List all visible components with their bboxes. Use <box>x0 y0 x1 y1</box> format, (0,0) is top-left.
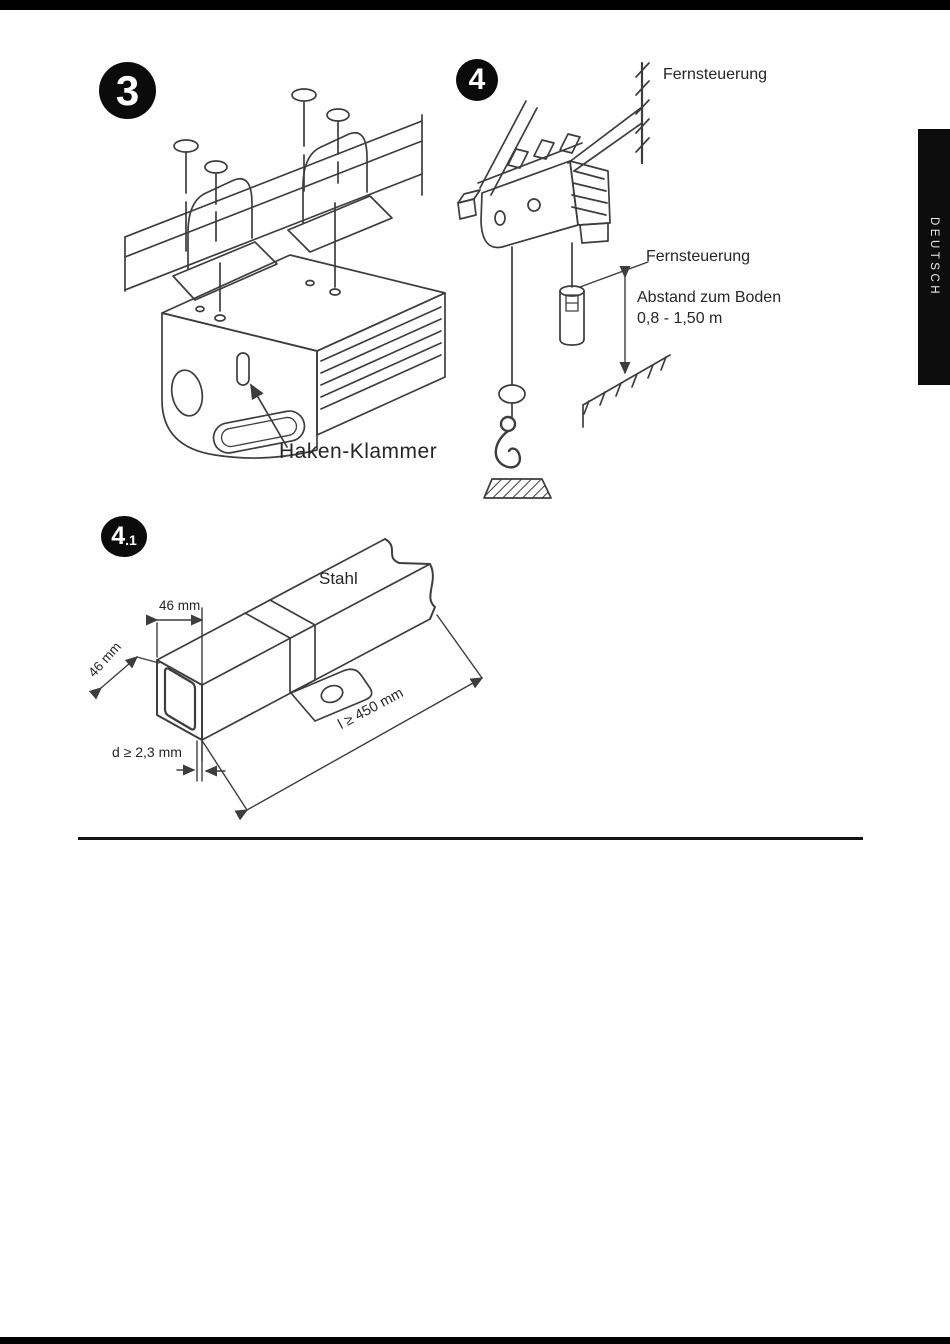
clamp-left <box>188 179 252 269</box>
remote-pendant <box>560 243 584 345</box>
hoist-body-small <box>458 134 610 247</box>
mounting-collar <box>245 600 315 693</box>
wall-hatching <box>636 63 649 163</box>
length-dimension <box>203 615 482 810</box>
mounting-screws <box>174 89 349 311</box>
ground-hatching <box>583 355 670 427</box>
figure-4-badge: 4 <box>456 59 498 101</box>
wall-thickness-dimension <box>177 741 225 781</box>
tube-break-line <box>385 539 435 619</box>
remote-cable <box>568 107 642 163</box>
page-top-bar <box>0 0 950 10</box>
page-bottom-bar <box>0 1337 950 1344</box>
figure-41-illustration <box>85 505 495 840</box>
wall-thickness-label: d ≥ 2,3 mm <box>112 744 182 760</box>
length-dimension-label: l ≥ 450 mm <box>335 685 407 733</box>
ground-distance-label: Abstand zum Boden <box>637 289 782 306</box>
figure-3-illustration <box>85 55 465 505</box>
content-separator <box>78 837 863 840</box>
figure-41-badge: 4 .1 <box>101 516 147 557</box>
figure-4-illustration <box>450 55 800 495</box>
steel-tube <box>157 539 435 740</box>
beam-front-edge <box>125 141 422 257</box>
side-dimension-label: 46 mm <box>85 639 125 680</box>
remote-control-label-side: Fernsteuerung <box>646 248 751 265</box>
remote-control-label-top: Fernsteuerung <box>663 66 768 83</box>
ground-distance-value: 0,8 - 1,50 m <box>637 310 723 327</box>
load-block <box>484 479 551 498</box>
hook-clamp-arrow <box>251 385 287 447</box>
remote-leader-line <box>580 262 648 287</box>
hook-clamp-slot <box>237 353 249 385</box>
load-cable-and-hook <box>484 247 551 498</box>
width-dimension <box>157 608 202 761</box>
hook-clamp-label: Haken-Klammer <box>279 440 438 463</box>
beam-bottom-edge <box>125 174 422 290</box>
figure-3-badge: 3 <box>99 62 156 119</box>
beam-top-edge <box>125 121 422 237</box>
material-label: Stahl <box>319 569 358 588</box>
language-tab-label: DEUTSCH <box>928 216 940 298</box>
width-dimension-label: 46 mm <box>159 598 201 613</box>
language-tab <box>918 129 950 385</box>
hoist-body <box>162 255 445 458</box>
